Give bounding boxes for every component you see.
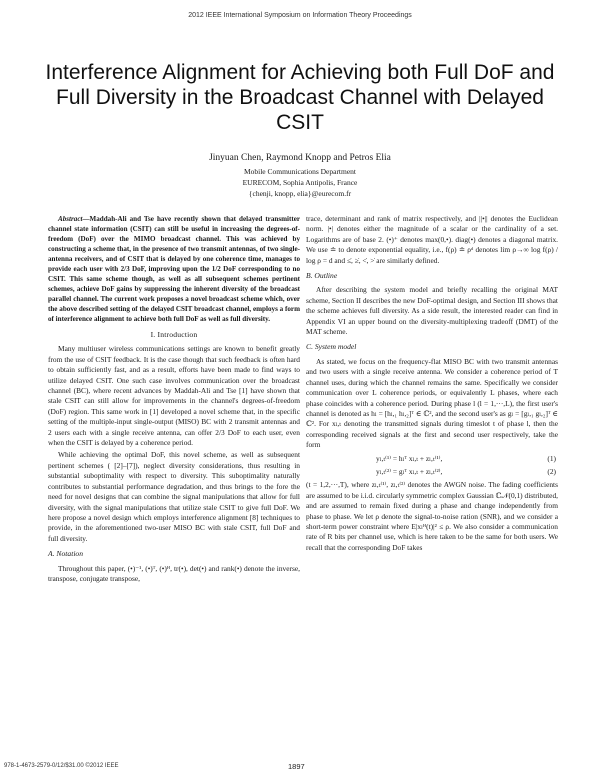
equation-2-body: yₗ,ₜ⁽²⁾ = gₗᵀ xₗ,ₜ + zₗ,ₜ⁽²⁾,: [376, 466, 443, 476]
equation-2: [306, 467, 558, 477]
section-heading-introduction: I. Introduction: [150, 330, 198, 339]
affiliation-email: {chenji, knopp, elia}@eurecom.fr: [248, 189, 352, 198]
footer-isbn: 978-1-4673-2579-0/12/$31.00 ©2012 IEEE: [4, 763, 119, 769]
affiliation-org: EURECOM, Sophia Antipolis, France: [242, 178, 358, 187]
right-column: [306, 214, 558, 555]
page-number: 1897: [288, 762, 305, 771]
paper-title: Interference Alignment for Achieving both Full DoF and Full Diversity in the Broadcast Channel with Delayed CSIT: [45, 61, 555, 134]
outline-paragraph: After describing the system model and briefly recalling the original MAT scheme, Section II describes the new DoF-optimal design, and Section III shows that the scheme achieves full diversity. As a side result, the interested reader can find in Appendix VI an upper bound on the diversity-multiplexing tradeoff (DMT) of the MAT scheme.: [306, 285, 558, 337]
notation-paragraph-2: trace, determinant and rank of matrix respectively, and ||•|| denotes the Euclidean norm. |•| denotes either the magnitude of a scalar or the cardinality of a set. Logarithms are of base 2. (•)⁺ denotes max(0,•). diag(•) denotes a diagonal matrix. We use ≐ to denote exponential equality, i.e., f(ρ) ≐ ρᵈ denotes lim ρ→∞ log f(ρ) / log ρ = d and ≤̇, ≥̇, <̇, >̇ are similarly defined.: [306, 214, 558, 265]
equation-1-body: yₗ,ₜ⁽¹⁾ = hₗᵀ xₗ,ₜ + zₗ,ₜ⁽¹⁾,: [376, 453, 443, 463]
equation-1: [306, 454, 558, 464]
authors: Jinyuan Chen, Raymond Knopp and Petros Elia: [209, 153, 391, 163]
affiliation-dept: Mobile Communications Department: [243, 167, 357, 176]
intro-paragraph-2: While achieving the optimal DoF, this novel scheme, as well as subsequent pertinent schemes ( [2]–[7]), neglect diversity considerations, thus resulting in substantial suboptimality with respect to diversity. This suboptimality naturally contributes to substantial performance degradation, and thus brings to the fore the need for novel designs that can combine the signal manipulations that allow for full diversity, with the signal manipulations that utilize stale CSIT to give full DoF. We here propose a novel design which employs interference alignment [8] techniques to provide, in the aforementioned two-user MISO BC with stale CSIT, full DoF and full diversity.: [48, 450, 300, 543]
equation-1-number: (1): [547, 453, 556, 463]
notation-paragraph-1: Throughout this paper, (•)⁻¹, (•)ᵀ, (•)ᴴ, tr(•), det(•) and rank(•) denote the inverse, transpose, conjugate transpose,: [48, 563, 300, 583]
equation-2-number: (2): [547, 466, 556, 476]
intro-paragraph-1: Many multiuser wireless communications settings are known to benefit greatly from the use of CSIT feedback. It is the case though that such feedback is often hard to obtain sufficiently fast, and as a result, efforts have been made to find ways to utilize delayed CSIT. One such case involves communication over the broadcast channel (BC), where recent advances by Maddah-Ali and Tse [1] have shown that stale CSIT can still allow for improvements in the channel's degrees-of-freedom (DoF) region. This same work in [1] developed a novel scheme that, in the specific setting of the multiple-input single-output (MISO) BC with 2 transmit antennas and 2 users each with a single receive antenna, can offer 2/3 DoF to each user, even when the CSIT is delayed by a coherence period.: [48, 344, 300, 448]
subsection-heading-outline: B. Outline: [306, 271, 338, 281]
left-column: [48, 214, 300, 586]
system-model-paragraph-2: (t = 1,2,···,T), where zₗ,ₜ⁽¹⁾, zₗ,ₜ⁽²⁾ denotes the AWGN noise. The fading coefficients are assumed to be i.i.d. circularly symmetric complex Gaussian ℂ𝒩(0,1) distributed, and are assumed to remain fixed during a phase and change independently from phase to phase. We let ρ denote the signal-to-noise ration (SNR), and we consider a short-term power constraint where E|xₗᴴ(t)|² ≤ ρ. We also consider a communication rate of R bits per channel use, which is here taken to be the same for both users. We recall that the corresponding DoF takes: [306, 480, 558, 552]
subsection-heading-system-model: C. System model: [306, 342, 357, 352]
affiliation: [0, 166, 600, 199]
abstract: [48, 214, 300, 324]
system-model-paragraph-1: As stated, we focus on the frequency-flat MISO BC with two transmit antennas and two users with a single receive antenna. We consider a coherence period of T channel uses, during which the channel remains the same. Specifically we consider communication over L coherence periods, or equivalently L phases, where each phase coincides with a coherence period. During phase l (l = 1,···,L), the first user's channel is denoted as hₗ = [hₗ,₁ hₗ,₂]ᵀ ∈ ℂ², and the second user's as gₗ = [gₗ,₁ gₗ,₂]ᵀ ∈ ℂ². For xₗ,ₜ denoting the transmitted signals during timeslot t of phase l, then the corresponding received signals at the first and second user respectively, take the form: [306, 356, 558, 450]
conference-header: 2012 IEEE International Symposium on Information Theory Proceedings: [188, 12, 412, 19]
subsection-heading-notation: A. Notation: [48, 549, 84, 559]
abstract-label: Abstract: [58, 215, 83, 223]
abstract-text: —Maddah-Ali and Tse have recently shown that delayed transmitter channel state information (CSIT) can still be useful in increasing the degrees-of-freedom (DoF) over the MIMO broadcast channel. This was achieved by constructing a scheme that, in the presence of two transmit antennas, of two single-antenna receivers, and of CSIT that is delayed by one coherence time, manages to provide each user with 2/3 DoF, improving upon the 1/2 DoF corresponding to no CSIT. This same scheme though, as well as all subsequent schemes pertinent schemes, achieve DoF gains by suppressing the inherent diversity of the broadcast parallel channel. The current work proposes a novel broadcast scheme which, over the above described setting of the delayed CSIT broadcast channel, employs a form of interference alignment to achieve both full DoF as well as full diversity.: [48, 215, 300, 323]
